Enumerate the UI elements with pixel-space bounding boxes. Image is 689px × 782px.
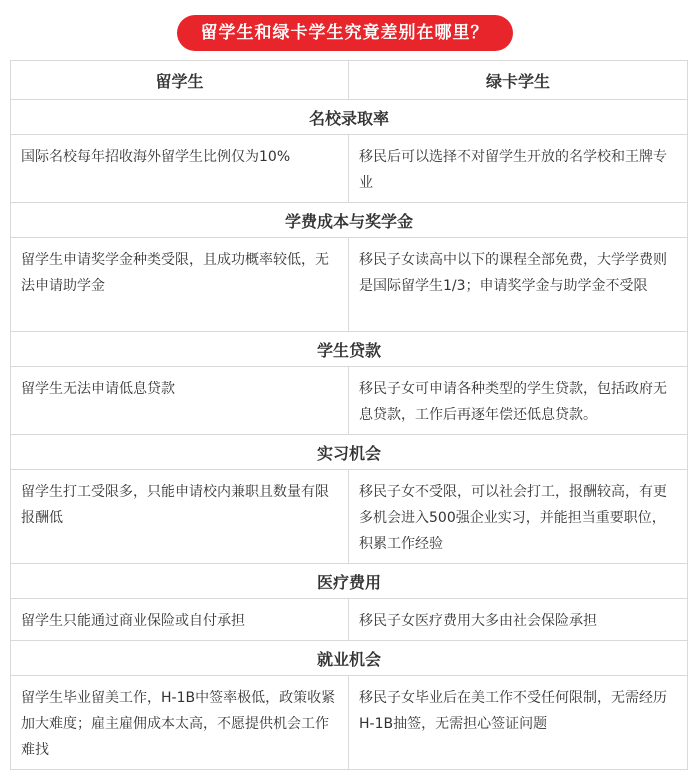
section-header-row (11, 641, 688, 676)
section-header-row (11, 332, 688, 367)
student-cell: 留学生毕业留美工作，H-1B中签率极低，政策收紧加大难度；雇主雇佣成本太高，不愿提供机会工作难找 (11, 676, 349, 770)
column-header-row (11, 61, 688, 100)
section-heading: 就业机会 (11, 641, 688, 676)
section-heading: 医疗费用 (11, 564, 688, 599)
student-cell: 留学生无法申请低息贷款 (11, 367, 349, 435)
section-heading: 学生贷款 (11, 332, 688, 367)
greencard-cell: 移民子女读高中以下的课程全部免费，大学学费则是国际留学生1/3；申请奖学金与助学金不受限 (349, 238, 688, 332)
student-cell: 留学生打工受限多，只能申请校内兼职且数量有限报酬低 (11, 470, 349, 564)
section-heading: 实习机会 (11, 435, 688, 470)
greencard-cell: 移民子女可申请各种类型的学生贷款，包括政府无息贷款，工作后再逐年偿还低息贷款。 (349, 367, 688, 435)
page-title: 留学生和绿卡学生究竟差别在哪里？ (177, 15, 513, 51)
section-heading: 名校录取率 (11, 100, 688, 135)
column-header-student: 留学生 (11, 61, 349, 100)
comparison-row (11, 238, 688, 332)
section-header-row (11, 100, 688, 135)
section-heading: 学费成本与奖学金 (11, 203, 688, 238)
greencard-cell: 移民后可以选择不对留学生开放的名学校和王牌专业 (349, 135, 688, 203)
comparison-table (10, 60, 688, 770)
section-header-row (11, 564, 688, 599)
comparison-row (11, 599, 688, 641)
comparison-row (11, 367, 688, 435)
student-cell: 国际名校每年招收海外留学生比例仅为10% (11, 135, 349, 203)
comparison-row (11, 676, 688, 770)
title-area (0, 15, 689, 51)
section-header-row (11, 203, 688, 238)
column-header-greencard: 绿卡学生 (349, 61, 688, 100)
section-header-row (11, 435, 688, 470)
comparison-row (11, 135, 688, 203)
student-cell: 留学生申请奖学金种类受限，且成功概率较低，无法申请助学金 (11, 238, 349, 332)
greencard-cell: 移民子女不受限，可以社会打工，报酬较高，有更多机会进入500强企业实习，并能担当重要职位，积累工作经验 (349, 470, 688, 564)
greencard-cell: 移民子女医疗费用大多由社会保险承担 (349, 599, 688, 641)
student-cell: 留学生只能通过商业保险或自付承担 (11, 599, 349, 641)
greencard-cell: 移民子女毕业后在美工作不受任何限制，无需经历H-1B抽签，无需担心签证问题 (349, 676, 688, 770)
comparison-row (11, 470, 688, 564)
